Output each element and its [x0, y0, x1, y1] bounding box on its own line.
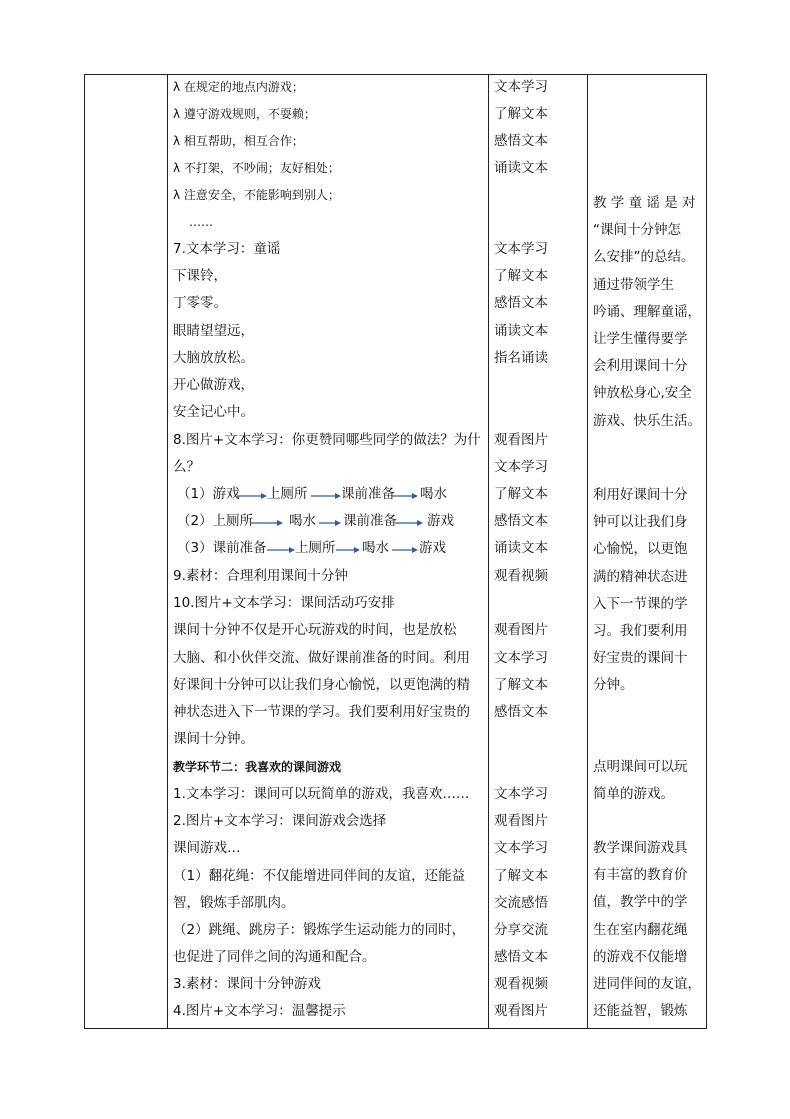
flow-3-step: 游戏: [419, 540, 446, 556]
activity-item: 感悟文本: [494, 295, 548, 311]
intent-line: 吟诵、理解童谣，: [593, 303, 701, 320]
activity-item: 了解文本: [494, 486, 548, 502]
arrow-icon: [251, 520, 283, 526]
activity-item: 了解文本: [494, 106, 548, 122]
rule-item: λ 不打架，不吵闹；友好相处；: [173, 161, 340, 175]
activity-item: 了解文本: [494, 677, 548, 693]
flow-2-step: 喝水: [289, 513, 316, 529]
flow-1-step: 上厕所: [267, 486, 308, 502]
activity-item: 文本学习: [494, 459, 548, 475]
game-1-line: （1）翻花绳：不仅能增进同伴间的友谊，还能益: [173, 868, 466, 884]
intent-line: “课间十分钟怎: [593, 222, 681, 239]
activity-item: 文本学习: [494, 786, 548, 802]
activity-item: 指名诵读: [494, 350, 548, 366]
activity-item: 观看视频: [494, 568, 548, 584]
intent-line: 进同伴间的友谊，: [593, 976, 701, 992]
paragraph-line: 大脑、和小伙伴交流、做好课前准备的时间。利用: [173, 650, 470, 666]
step-8-title: 8.图片+文本学习：你更赞同哪些同学的做法？为什: [173, 432, 481, 448]
intent-line: 让学生懂得要学: [593, 331, 688, 347]
column-divider-1: [167, 74, 168, 1029]
intent-line: 好宝贵的课间十: [593, 650, 688, 667]
activity-item: 了解文本: [494, 268, 548, 284]
paragraph-line: 课间十分钟。: [173, 731, 254, 747]
activity-item: 诵读文本: [494, 323, 548, 339]
rhyme-line: 下课铃，: [173, 268, 227, 284]
intent-line: 的游戏不仅能增: [593, 948, 688, 965]
ellipsis: ……: [189, 215, 213, 229]
step-9-title: 9.素材：合理利用课间十分钟: [173, 568, 348, 584]
paragraph-line: 神状态进入下一节课的学习。我们要利用好宝贵的: [173, 704, 470, 720]
intent-line: 入下一节课的学: [593, 595, 688, 612]
activity-item: 文本学习: [494, 650, 548, 666]
activity-item: 观看图片: [494, 432, 548, 448]
rule-item: λ 在规定的地点内游戏；: [173, 80, 304, 94]
arrow-icon: [319, 520, 341, 526]
intent-line: 习。我们要利用: [593, 623, 688, 639]
intent-line: 分钟。: [593, 677, 634, 694]
flow-3-start: （3）课前准备: [177, 540, 267, 556]
intent-line: 游戏、快乐生活。: [593, 412, 701, 429]
section2-step-3: 3.素材：课间十分钟游戏: [173, 976, 321, 992]
section2-step-2: 2.图片+文本学习：课间游戏会选择: [173, 813, 387, 829]
rhyme-line: 安全记心中。: [173, 404, 254, 420]
game-1-line: 智，锻炼手部肌肉。: [173, 895, 295, 911]
game-2-line: （2）跳绳、跳房子：锻炼学生运动能力的同时，: [173, 922, 466, 938]
flow-2-step: 游戏: [427, 513, 454, 529]
activity-item: 观看图片: [494, 622, 548, 638]
activity-item: 了解文本: [494, 868, 548, 884]
rhyme-line: 大脑放放松。: [173, 350, 254, 366]
flow-2-start: （2）上厕所: [177, 513, 254, 529]
intent-line: 值，教学中的学: [593, 894, 688, 911]
intent-line: 有丰富的教育价: [593, 867, 688, 884]
activity-item: 诵读文本: [494, 160, 548, 176]
intent-line: 心愉悦，以更饱: [593, 541, 688, 558]
rhyme-line: 丁零零。: [173, 295, 227, 311]
arrow-icon: [336, 547, 360, 553]
activity-item: 感悟文本: [494, 704, 548, 720]
activity-item: 诵读文本: [494, 540, 548, 556]
flow-1-step: 喝水: [420, 486, 447, 502]
rhyme-line: 眼睛望望远，: [173, 323, 254, 339]
arrow-icon: [311, 493, 341, 499]
arrow-icon: [267, 547, 295, 553]
activity-item: 观看图片: [494, 813, 548, 829]
rule-item: λ 遵守游戏规则，不耍赖；: [173, 107, 316, 121]
intent-line: 教学课间游戏具: [593, 840, 688, 856]
arrow-icon: [392, 493, 418, 499]
intent-line: 简单的游戏。: [593, 786, 674, 803]
activity-item: 文本学习: [494, 840, 548, 856]
step-10-title: 10.图片+文本学习：课间活动巧安排: [173, 595, 395, 611]
rhyme-line: 开心做游戏，: [173, 377, 254, 393]
arrow-icon: [395, 520, 423, 526]
activity-item: 观看图片: [494, 1003, 548, 1019]
flow-1-start: （1）游戏: [177, 486, 240, 502]
flow-3-step: 上厕所: [295, 540, 336, 556]
activity-item: 文本学习: [494, 241, 548, 257]
intent-line: 还能益智，锻炼: [593, 1003, 688, 1020]
step-8-title-cont: 么？: [173, 459, 200, 475]
activity-item: 感悟文本: [494, 133, 548, 149]
rule-item: λ 注意安全，不能影响到别人；: [173, 188, 340, 202]
flow-3-step: 喝水: [362, 540, 389, 556]
activity-item: 观看视频: [494, 976, 548, 992]
intent-line: 利用好课间十分: [593, 487, 688, 503]
flow-2-step: 课前准备: [343, 513, 397, 529]
column-divider-2: [488, 74, 489, 1029]
section2-step-2-cont: 课间游戏…: [173, 840, 241, 856]
activity-item: 交流感悟: [494, 895, 548, 911]
activity-item: 分享交流: [494, 922, 548, 938]
flow-1-step: 课前准备: [341, 486, 395, 502]
intent-line: 教 学 童 谣 是 对: [593, 195, 696, 211]
intent-line: 么安排”的总结。: [593, 249, 695, 266]
column-divider-3: [587, 74, 588, 1029]
activity-item: 感悟文本: [494, 949, 548, 965]
game-2-line: 也促进了同伴之间的沟通和配合。: [173, 949, 376, 965]
activity-item: 文本学习: [494, 79, 548, 95]
section-heading: 教学环节二：我喜欢的课间游戏: [173, 760, 342, 774]
section2-step-1: 1.文本学习：课间可以玩简单的游戏，我喜欢……: [173, 786, 470, 802]
arrow-icon: [237, 493, 267, 499]
section2-step-4: 4.图片+文本学习：温馨提示: [173, 1003, 346, 1019]
step-7-title: 7.文本学习：童谣: [173, 241, 281, 257]
intent-line: 会利用课间十分: [593, 358, 688, 375]
activity-item: 感悟文本: [494, 513, 548, 529]
rule-item: λ 相互帮助，相互合作；: [173, 134, 304, 148]
arrow-icon: [392, 547, 418, 553]
intent-line: 钟可以让我们身: [593, 514, 688, 531]
intent-line: 满的精神状态进: [593, 568, 688, 585]
paragraph-line: 好课间十分钟可以让我们身心愉悦，以更饱满的精: [173, 677, 470, 693]
intent-line: 生在室内翻花绳: [593, 921, 688, 938]
intent-line: 点明课间可以玩: [593, 759, 688, 775]
paragraph-line: 课间十分钟不仅是开心玩游戏的时间，也是放松: [173, 622, 457, 638]
intent-line: 钟放松身心,安全: [593, 385, 692, 402]
intent-line: 通过带领学生: [593, 276, 674, 293]
